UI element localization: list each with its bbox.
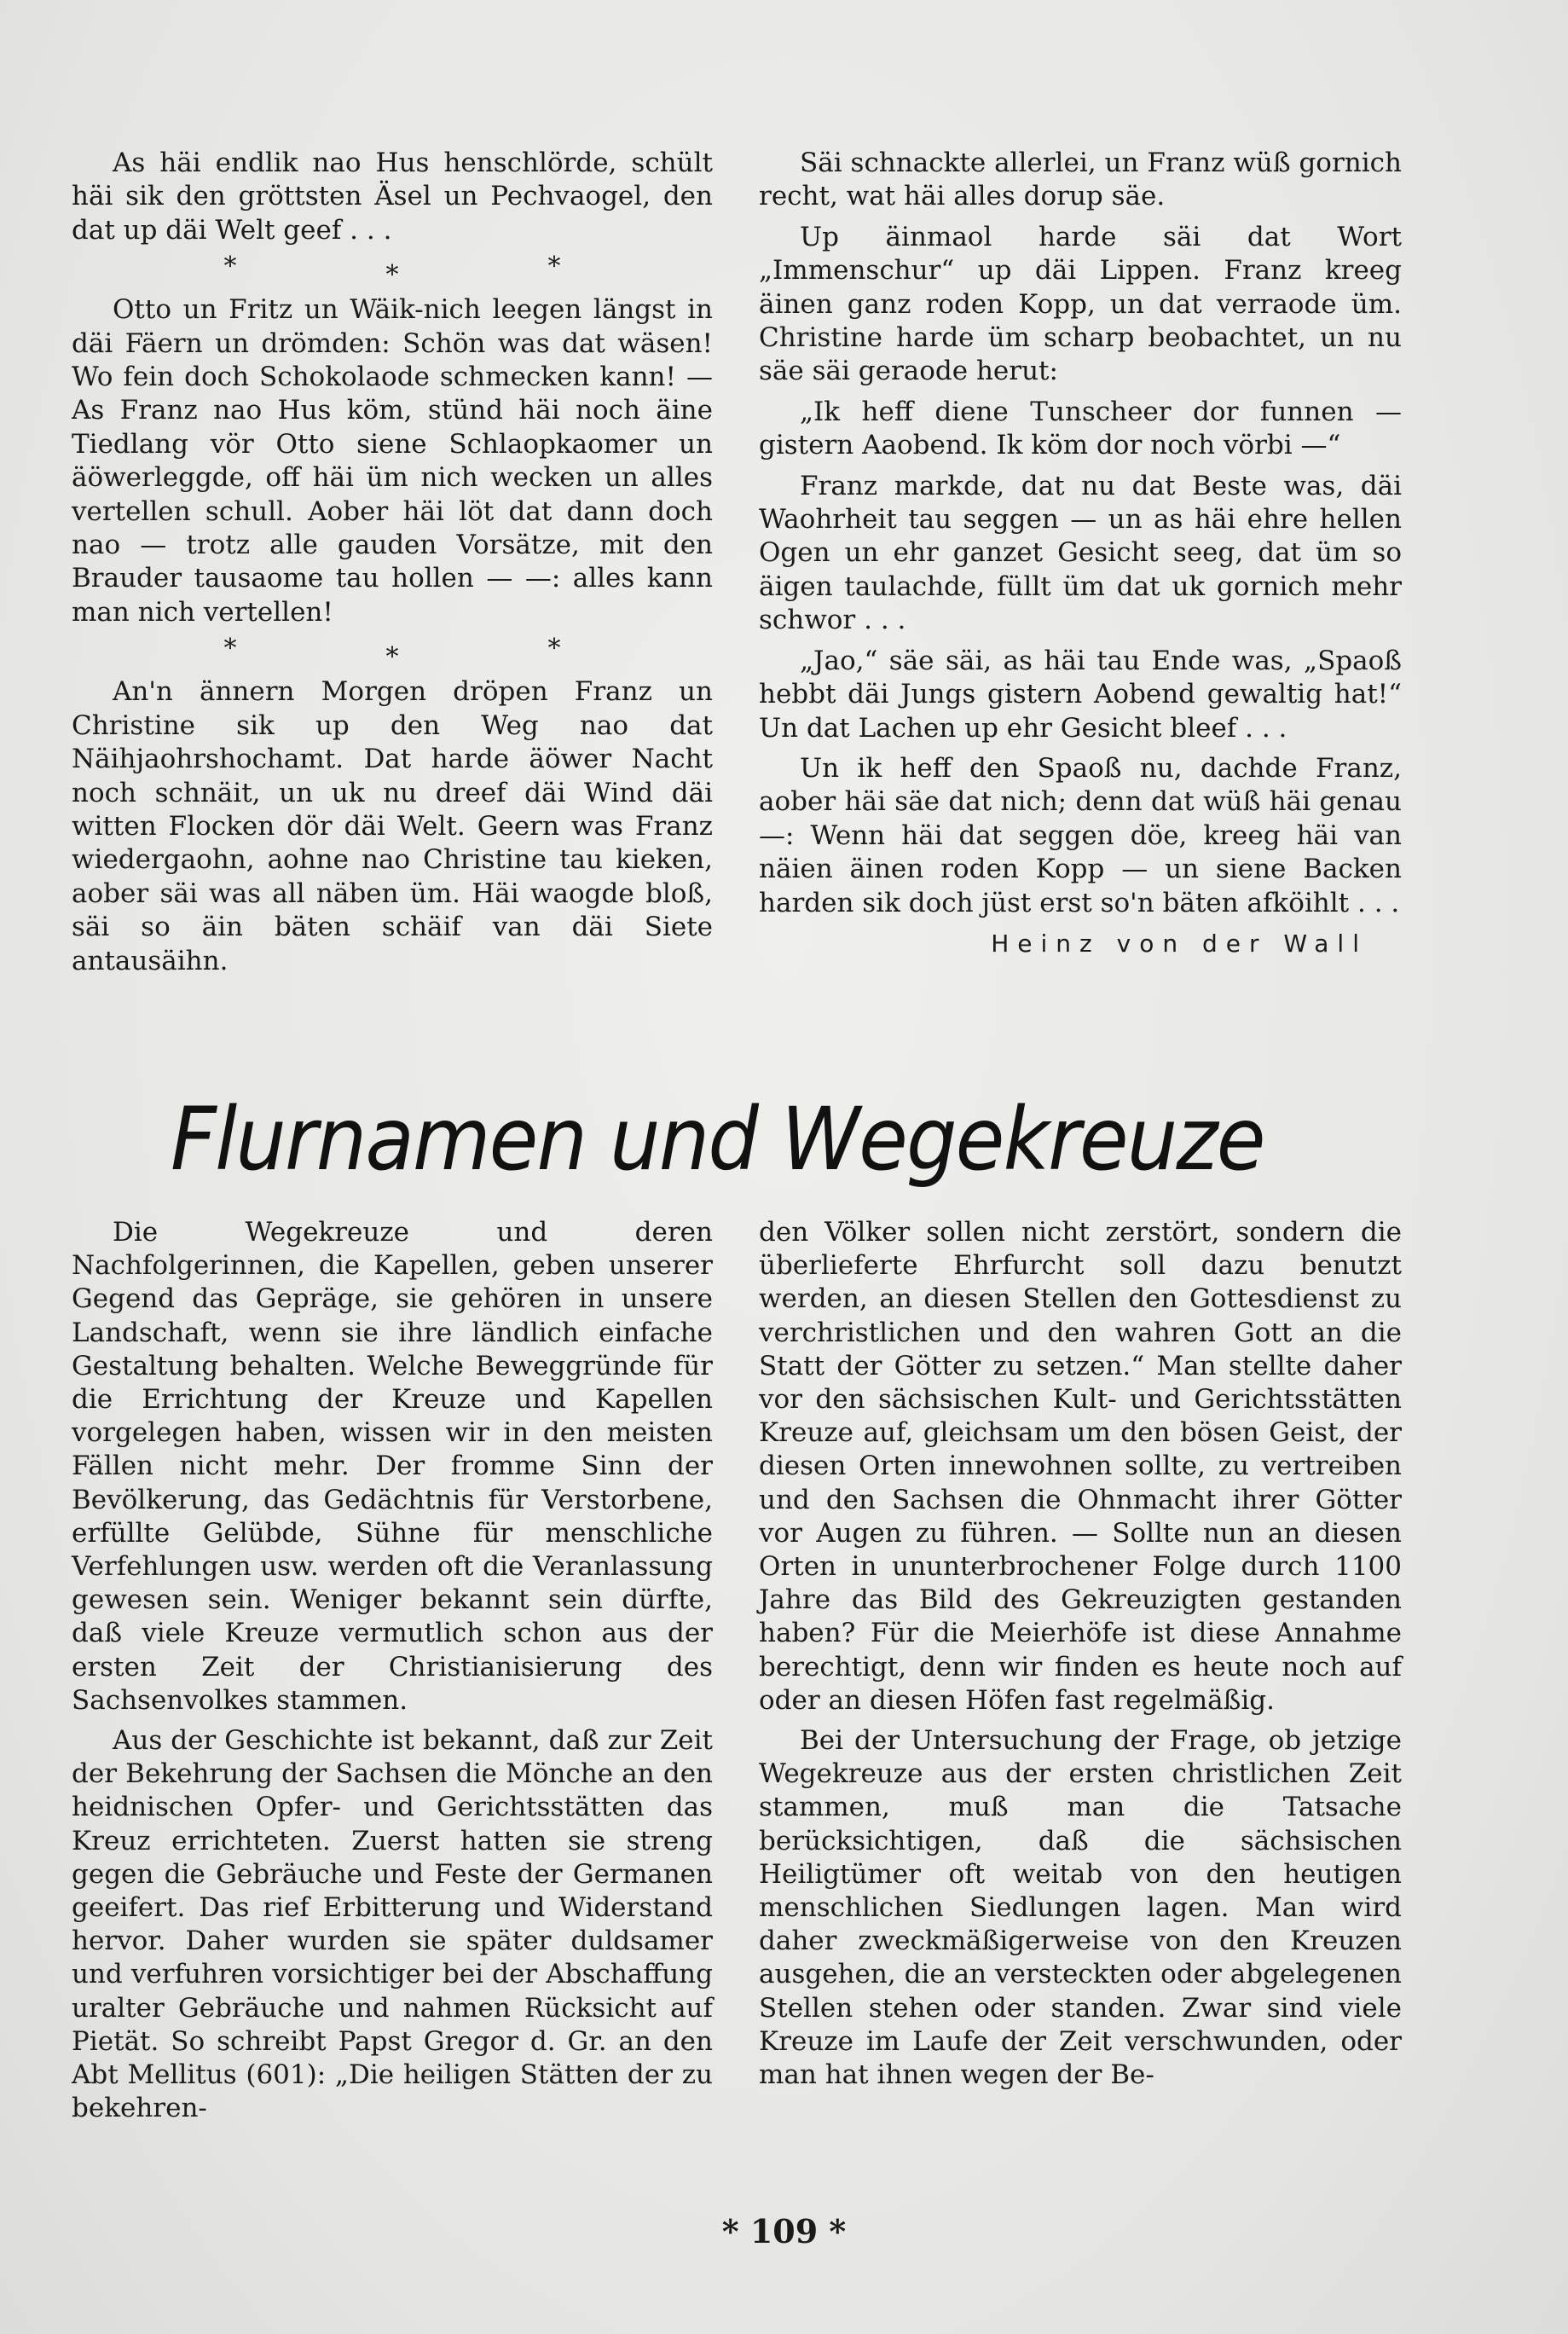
article-paragraph: Bei der Untersuchung der Frage, ob jetzige Wegekreuze aus der ersten christlichen Zeit stammen, muß man die Tatsache berücksichtigen, daß die sächsischen Heiligtümer oft weitab von den heutigen menschlichen Siedlungen lagen. Man wird daher zweckmäßigerweise von den Kreuzen ausgehen, die an versteckten oder abgelegenen Stellen stehen oder standen. Zwar sind viele Kreuze im Laufe der Zeit verschwunden, oder man hat ihnen wegen der Be- [759, 1725, 1402, 2091]
story-paragraph: Säi schnackte allerlei, un Franz wüß gornich recht, wat häi alles dorup säe. [759, 148, 1402, 212]
article-title: Flurnamen und Wegekreuze [171, 1089, 1264, 1190]
article-right-column [759, 1216, 1402, 2092]
story-paragraph: Un ik heff den Spaoß nu, dachde Franz, aober häi säe dat nich; denn dat wüß häi genau —: Wenn häi dat seggen döe, kreeg häi van näien äinen roden Kopp — un siene Backen harden sik doch jüst erst so'n bäten afköihlt . . . [759, 752, 1402, 918]
story-paragraph: „Jao,“ säe säi, as häi tau Ende was, „Spaoß hebbt däi Jungs gistern Aobend gewaltig hat!“ Un dat Lachen up ehr Gesicht bleef . . . [759, 645, 1402, 744]
story-paragraph: Otto un Fritz un Wäik-nich leegen längst in däi Fäern un drömden: Schön was dat wäsen! Wo fein doch Schokolaode schmecken kann! — As Franz nao Hus köm, stünd häi noch äine Tiedlang vör Otto siene Schlaopkaomer un äöwerleggde, off häi üm nich wecken un alles vertellen schull. Aober häi löt dat dann doch nao — trotz alle gauden Vorsätze, mit den Brauder tausaome tau hollen — —: alles kann man nich vertellen! [72, 294, 713, 628]
separator-star: * [385, 260, 399, 291]
separator-star: * [223, 634, 237, 664]
story-paragraph: An'n ännern Morgen dröpen Franz un Christine sik up den Weg nao dat Näihjaohrshochamt. Dat harde äöwer Nacht noch schnäit, un uk nu dreef däi Wind däi witten Flocken dör däi Welt. Geern was Franz wiedergaohn, aohne nao Christine tau kieken, aober säi was all näben üm. Häi waogde bloß, säi so äin bäten schäif van däi Siete antausäihn. [72, 676, 713, 976]
article-paragraph: Die Wegekreuze und deren Nachfolgerinnen, die Kapellen, geben unserer Gegend das Gepräge, sie gehören in unsere Landschaft, wenn sie ihre ländlich einfache Gestaltung behalten. Welche Beweggründe für die Errichtung der Kreuze und Kapellen vorgelegen haben, wissen wir in den meisten Fällen nicht mehr. Der fromme Sinn der Bevölkerung, das Gedächtnis für Verstorbene, erfüllte Gelübde, Sühne für menschliche Verfehlungen usw. werden oft die Veranlassung gewesen sein. Weniger bekannt sein dürfte, daß viele Kreuze vermutlich schon aus der ersten Zeit der Christianisierung des Sachsenvolkes stammen. [72, 1217, 713, 1716]
separator-star: * [223, 252, 237, 282]
story-left-column [72, 147, 713, 978]
story-author: Heinz von der Wall [991, 929, 1368, 958]
story-paragraph: Franz markde, dat nu dat Beste was, däi Waohrheit tau seggen — un as häi ehre hellen Ogen un ehr ganzet Gesicht seeg, dat üm so äigen taulachde, füllt üm dat uk gornich mehr schwor . . . [759, 470, 1402, 636]
section-separator-stars [72, 629, 713, 675]
story-paragraph: Up äinmaol harde säi dat Wort „Immenschur“ up däi Lippen. Franz kreeg äinen ganz roden Kopp, un dat verraode üm. Christine harde üm scharp beobachtet, un nu säe säi geraode herut: [759, 221, 1402, 387]
article-paragraph: Aus der Geschichte ist bekannt, daß zur Zeit der Bekehrung der Sachsen die Mönche an den heidnischen Opfer- und Gerichtsstätten das Kreuz errichteten. Zuerst hatten sie streng gegen die Gebräuche und Feste der Germanen geeifert. Das rief Erbitterung und Widerstand hervor. Daher wurden sie später duldsamer und verfuhren vorsichtiger bei der Abschaffung uralter Gebräuche und nahmen Rücksicht auf Pietät. So schreibt Papst Gregor d. Gr. an den Abt Mellitus (601): „Die heiligen Stätten der zu bekehren- [72, 1725, 713, 2124]
page-number: * 109 * [721, 2212, 847, 2250]
article-paragraph: den Völker sollen nicht zerstört, sondern die überlieferte Ehrfurcht soll dazu benutzt werden, an diesen Stellen den Gottesdienst zu verchristlichen und den wahren Gott an die Statt der Götter zu setzen.“ Man stellte daher vor den sächsischen Kult- und Gerichtsstätten Kreuze auf, gleichsam um den bösen Geist, der diesen Orten innewohnen sollte, zu vertreiben und den Sachsen die Ohnmacht ihrer Götter vor Augen zu führen. — Sollte nun an diesen Orten in ununterbrochener Folge durch 1100 Jahre das Bild des Gekreuzigten gestanden haben? Für die Meierhöfe ist diese Annahme berechtigt, denn wir finden es heute noch auf oder an diesen Höfen fast regelmäßig. [759, 1217, 1402, 1716]
separator-star: * [385, 642, 399, 673]
story-paragraph: As häi endlik nao Hus henschlörde, schült häi sik den gröttsten Äsel un Pechvaogel, den dat up däi Welt geef . . . [72, 148, 713, 246]
separator-star: * [547, 252, 561, 282]
article-left-column [72, 1216, 713, 2125]
story-right-column [759, 147, 1402, 960]
story-paragraph: „Ik heff diene Tunscheer dor funnen — gistern Aaobend. Ik köm dor noch vörbi —“ [759, 396, 1402, 461]
section-separator-stars [72, 247, 713, 293]
separator-star: * [547, 634, 561, 664]
